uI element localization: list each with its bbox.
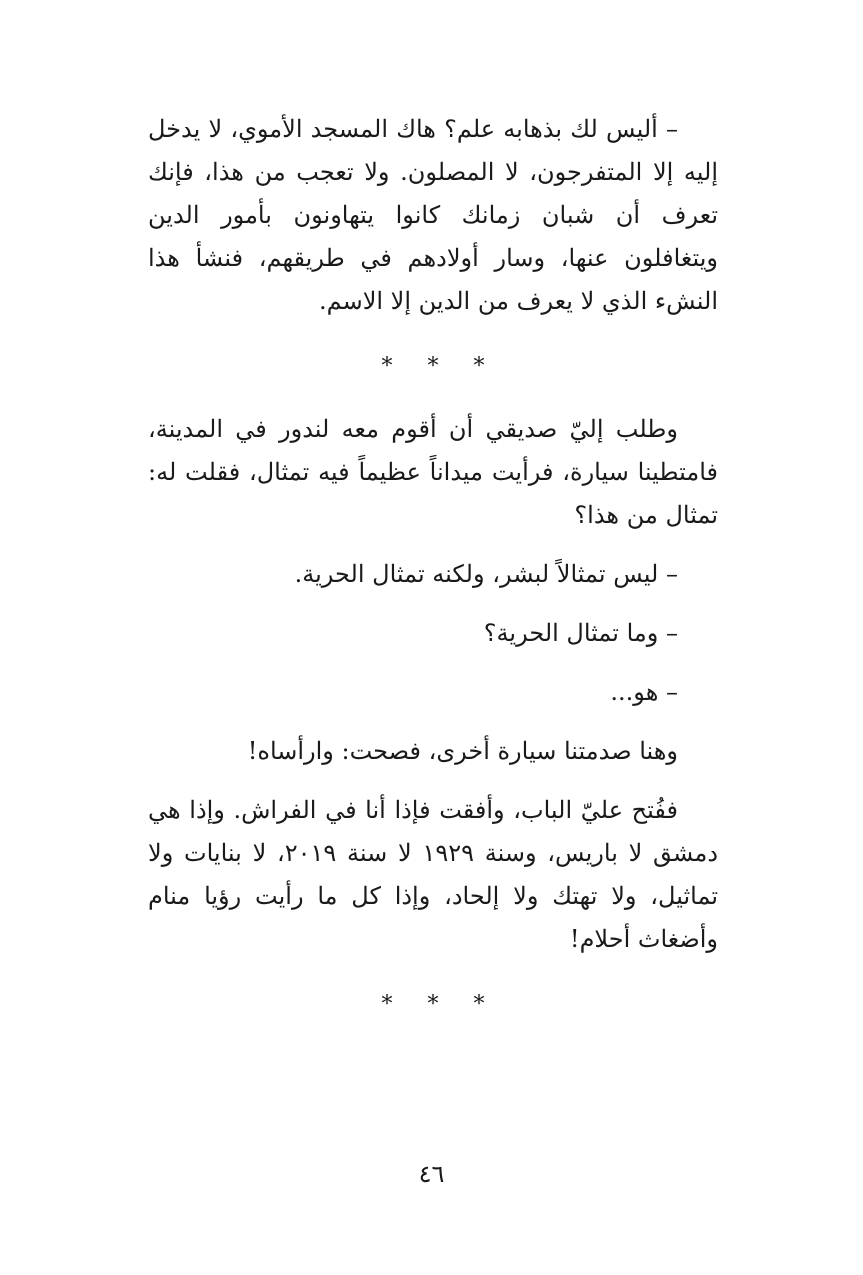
dialogue-line-1: – ليس تمثالاً لبشر، ولكنه تمثال الحرية. [294,560,678,588]
dialogue-line-2: – وما تمثال الحرية؟ [483,619,678,647]
paragraph-3: وهنا صدمتنا سيارة أخرى، فصحت: وارأساه! [247,737,678,765]
paragraph-4: ففُتح عليّ الباب، وأفقت فإذا أنا في الفراش. وإذا هي دمشق لا باريس، وسنة ١٩٢٩ لا سنة ٢٠١٩، لا بنايات ولا تماثيل، ولا تهتك ولا إلحاد، وإذا كل ما رأيت رؤيا منام وأضغاث أحلام! [148,796,719,953]
section-separator: * * * [381,354,499,379]
page-body [148,108,718,1046]
paragraph-2: وطلب إليّ صديقي أن أقوم معه لندور في المدينة، فامتطينا سيارة، فرأيت ميداناً عظيماً فيه تمثال، فقلت له: تمثال من هذا؟ [148,415,718,529]
dialogue-line-3: – هو... [610,678,678,706]
page-number: ٤٦ [418,1160,445,1188]
section-separator-2: * * * [381,992,499,1017]
paragraph-1: – أليس لك بذهابه علم؟ هاك المسجد الأموي، لا يدخل إليه إلا المتفرجون، لا المصلون. ولا تعجب من هذا، فإنك تعرف أن شبان زمانك كانوا يتهاونون بأمور الدين ويتغافلون عنها، وسار أولادهم في طريقهم، فنشأ هذا النشء الذي لا يعرف من الدين إلا الاسم. [148,115,718,315]
